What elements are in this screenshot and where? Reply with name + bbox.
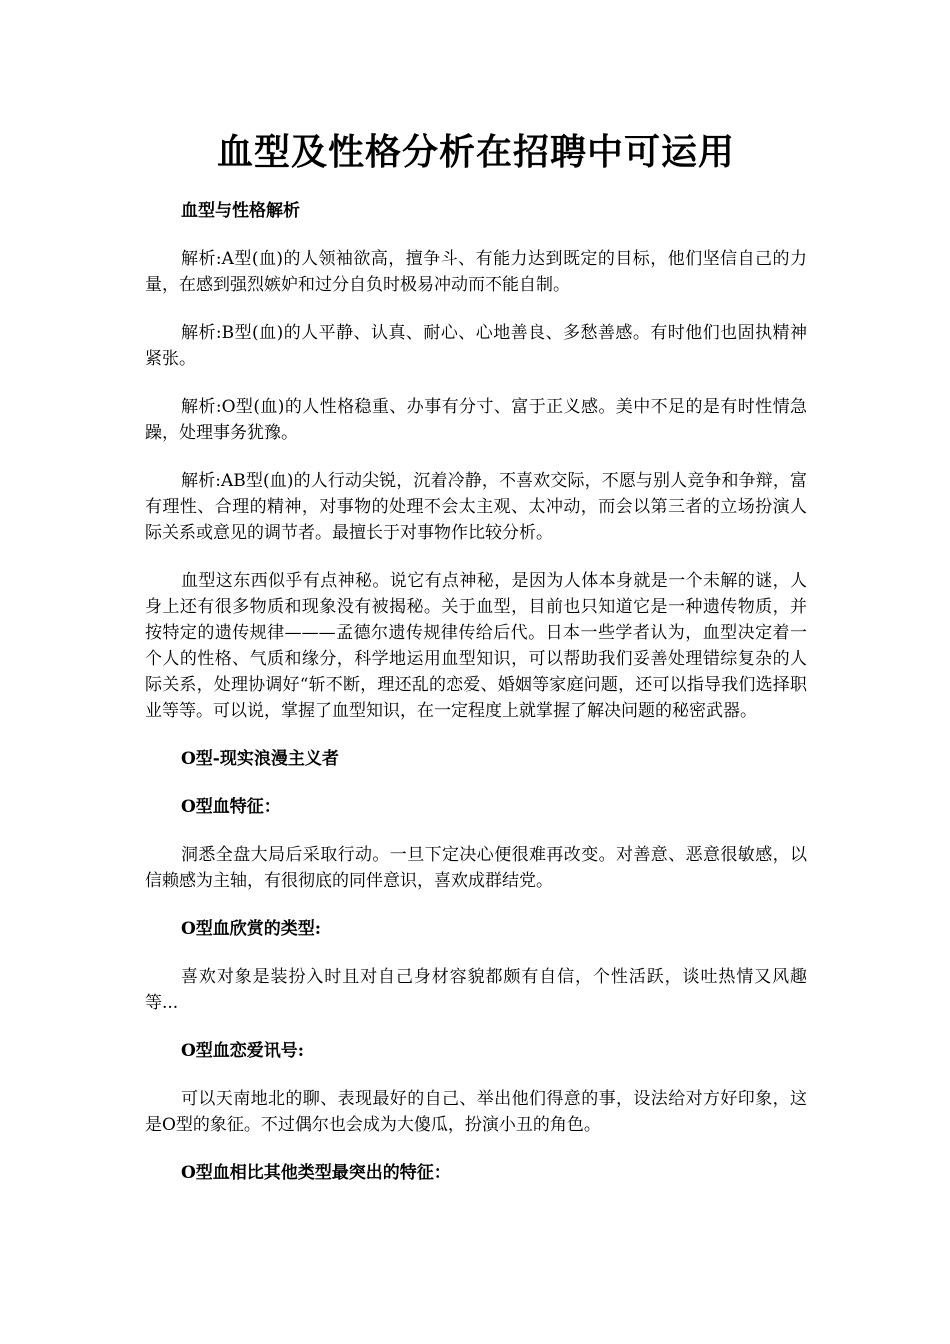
spacer bbox=[145, 298, 807, 320]
spacer bbox=[145, 894, 807, 916]
spacer bbox=[145, 772, 807, 794]
paragraph-type-o-preferred-type: 喜欢对象是装扮入时且对自己身材容貌都颇有自信，个性活跃，谈吐热情又风趣等... bbox=[145, 967, 807, 1013]
spacer bbox=[145, 446, 807, 468]
spacer bbox=[145, 224, 807, 246]
paragraph-type-o: 解析:O型(血)的人性格稳重、办事有分寸、富于正义感。美中不足的是有时性情急躁，处理事务犹豫。 bbox=[145, 397, 807, 443]
subheading-type-o-traits: O型血特征： bbox=[181, 797, 281, 817]
spacer bbox=[145, 820, 807, 842]
spacer bbox=[145, 1016, 807, 1038]
subheading-type-o-preferred-type: O型血欣赏的类型: bbox=[181, 919, 322, 939]
page-title: 血型及性格分析在招聘中可运用 bbox=[216, 131, 735, 173]
subheading-type-o-standout-traits: O型血相比其他类型最突出的特征： bbox=[181, 1163, 451, 1183]
spacer bbox=[145, 724, 807, 746]
paragraph-type-o-love-signals: 可以天南地北的聊、表现最好的自己、举出他们得意的事，设法给对方好印象，这是O型的象征。不过偶尔也会成为大傻瓜，扮演小丑的角色。 bbox=[145, 1089, 807, 1135]
subheading-type-o-love-signals: O型血恋爱讯号: bbox=[181, 1041, 305, 1061]
paragraph-type-a: 解析:A型(血)的人领袖欲高，擅争斗、有能力达到既定的目标，他们坚信自己的力量，在感到强烈嫉妒和过分自负时极易冲动而不能自制。 bbox=[145, 249, 807, 295]
spacer bbox=[145, 546, 807, 568]
spacer bbox=[145, 372, 807, 394]
paragraph-type-o-traits: 洞悉全盘大局后采取行动。一旦下定决心便很难再改变。对善意、恶意很敏感，以信赖感为主轴，有很彻底的同伴意识，喜欢成群结党。 bbox=[145, 845, 807, 891]
paragraph-blood-type-mystery: 血型这东西似乎有点神秘。说它有点神秘，是因为人体本身就是一个未解的谜，人身上还有很多物质和现象没有被揭秘。关于血型，目前也只知道它是一种遗传物质，并按特定的遗传规律———孟德尔遗传规律传给后代。日本一些学者认为，血型决定着一个人的性格、气质和缘分，科学地运用血型知识，可以帮助我们妥善处理错综复杂的人际关系，处理协调好“斩不断，理还乱的恋爱、婚姻等家庭问题，还可以指导我们选择职业等等。可以说，掌握了血型知识，在一定程度上就掌握了解决问题的秘密武器。 bbox=[145, 571, 807, 721]
spacer bbox=[145, 180, 807, 198]
spacer bbox=[145, 942, 807, 964]
paragraph-type-ab: 解析:AB型(血)的人行动尖锐，沉着冷静，不喜欢交际，不愿与别人竞争和争辩，富有理性、合理的精神，对事物的处理不会太主观、太冲动，而会以第三者的立场扮演人际关系或意见的调节者。最擅长于对事物作比较分析。 bbox=[145, 471, 807, 543]
document-page bbox=[145, 124, 807, 1186]
section-heading-blood-type-personality: 血型与性格解析 bbox=[181, 201, 300, 221]
paragraph-type-b: 解析:B型(血)的人平静、认真、耐心、心地善良、多愁善感。有时他们也固执精神紧张。 bbox=[145, 323, 807, 369]
spacer bbox=[145, 1138, 807, 1160]
section-heading-type-o-realist: O型-现实浪漫主义者 bbox=[181, 749, 339, 769]
spacer bbox=[145, 1064, 807, 1086]
